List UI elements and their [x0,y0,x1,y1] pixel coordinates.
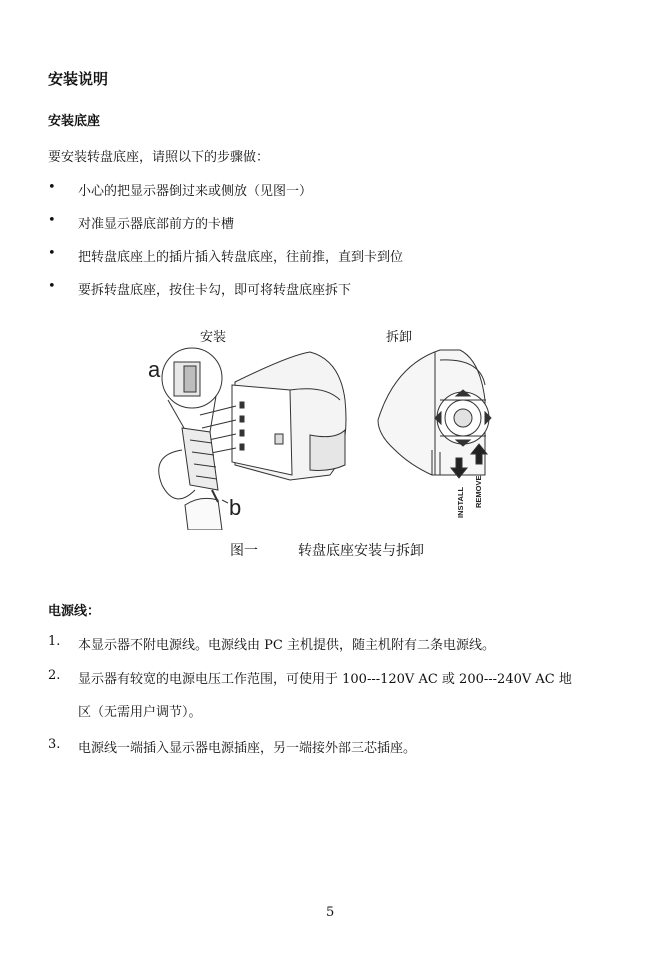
figure-illustration [140,340,520,530]
list-item: 对准显示器底部前方的卡槽 [78,217,235,232]
list-number: 3. [48,737,61,752]
arrow-label-remove: REMOVE [474,475,483,508]
install-illustration [159,348,346,530]
list-item: 要拆转盘底座，按住卡勾，即可将转盘底座拆下 [78,283,352,298]
list-item: 电源线一端插入显示器电源插座，另一端接外部三芯插座。 [78,741,417,756]
arrow-label-install: INSTALL [456,486,465,518]
remove-illustration [378,350,491,478]
bullet-dot: • [48,180,56,195]
list-number: 1. [48,634,61,649]
callout-a: a [148,357,161,382]
bullet-dot: • [48,246,56,261]
intro-text: 要安装转盘底座，请照以下的步骤做： [48,150,270,165]
page-number: 5 [326,905,335,920]
figure-caption-number: 图一 [230,543,258,559]
page-title: 安装说明 [48,70,109,88]
figure-label-remove: 拆卸 [386,330,413,345]
list-item: 小心的把显示器倒过来或侧放（见图一） [78,184,313,199]
figure-caption-text: 转盘底座安装与拆卸 [298,543,424,559]
list-item-continuation: 区（无需用户调节）。 [78,705,202,720]
section-heading-base: 安装底座 [48,114,101,129]
bullet-dot: • [48,213,56,228]
section-heading-power: 电源线： [48,604,101,619]
list-item: 把转盘底座上的插片插入转盘底座，往前推，直到卡到位 [78,250,404,265]
list-item: 显示器有较宽的电源电压工作范围，可使用于 100---120V AC 或 200---240V AC 地 [78,672,572,687]
list-item: 本显示器不附电源线。电源线由 PC 主机提供，随主机附有二条电源线。 [78,638,495,653]
bullet-dot: • [48,279,56,294]
figure-label-install: 安装 [200,330,227,345]
list-number: 2. [48,668,61,683]
callout-b: b [229,495,242,520]
